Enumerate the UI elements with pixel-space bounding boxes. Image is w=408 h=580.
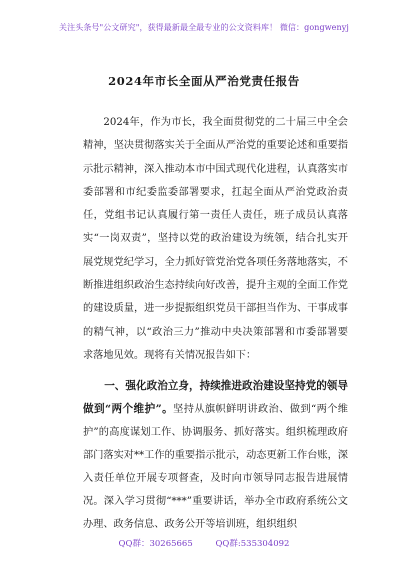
intro-paragraph: 2024年，作为市长，我全面贯彻党的二十届三中全会精神，坚决贯彻落实关于全面从严治党的重要论述和重要指示批示精神，深入推动本市中国式现代化进程，认真落实市委部署和市纪委监委部署要求，扛起全面从严治党政治责任，党组书记认真履行第一责任人责任，班子成员认真落实“一岗双责”，坚持以党的政治建设为统领，结合扎实开展党规党纪学习，全力抓好管党治党各项任务落地落实，不断推进组织政治生态持续向好改善，提升主观的全面工作党的建设质量，进一步提振组织党员干部担当作为、干事成事的精气神，以“政治三力”推动中央决策部署和市委部署要求落地见效。现将有关情况报告如下： [83, 117, 348, 361]
section-1-heading: 一、强化政治立身，持续推进政治建设坚持党的领导做到“两个维护”。 [83, 380, 348, 416]
section-1-text: 坚持从旗帜鲜明讲政治、做到“两个维护”的高度谋划工作、协调服务、抓好落实。组织梳理政府部门落实对**工作的重要指示批示，动态更新工作台账，深入责任单位开展专项督查，及时向市领导同志报告进展情况。深入学习贯彻“***”重要讲话，举办全市政府系统公文办理、政务信息、政务公开等培训班，组织组织 [83, 404, 348, 531]
section-1-paragraph [83, 375, 348, 536]
footer-qq-group-2: QQ群:535304092 [215, 539, 290, 549]
footer-qq-group-1: QQ群：30265665 [118, 539, 193, 549]
document-body [83, 111, 348, 536]
footer [0, 537, 408, 549]
document-title: 2024年市长全面从严治党责任报告 [108, 74, 300, 88]
header-banner: 关注头条号"公文研究"，获得最新最全最专业的公文资料库！ 微信：gongwenyj [59, 23, 349, 32]
